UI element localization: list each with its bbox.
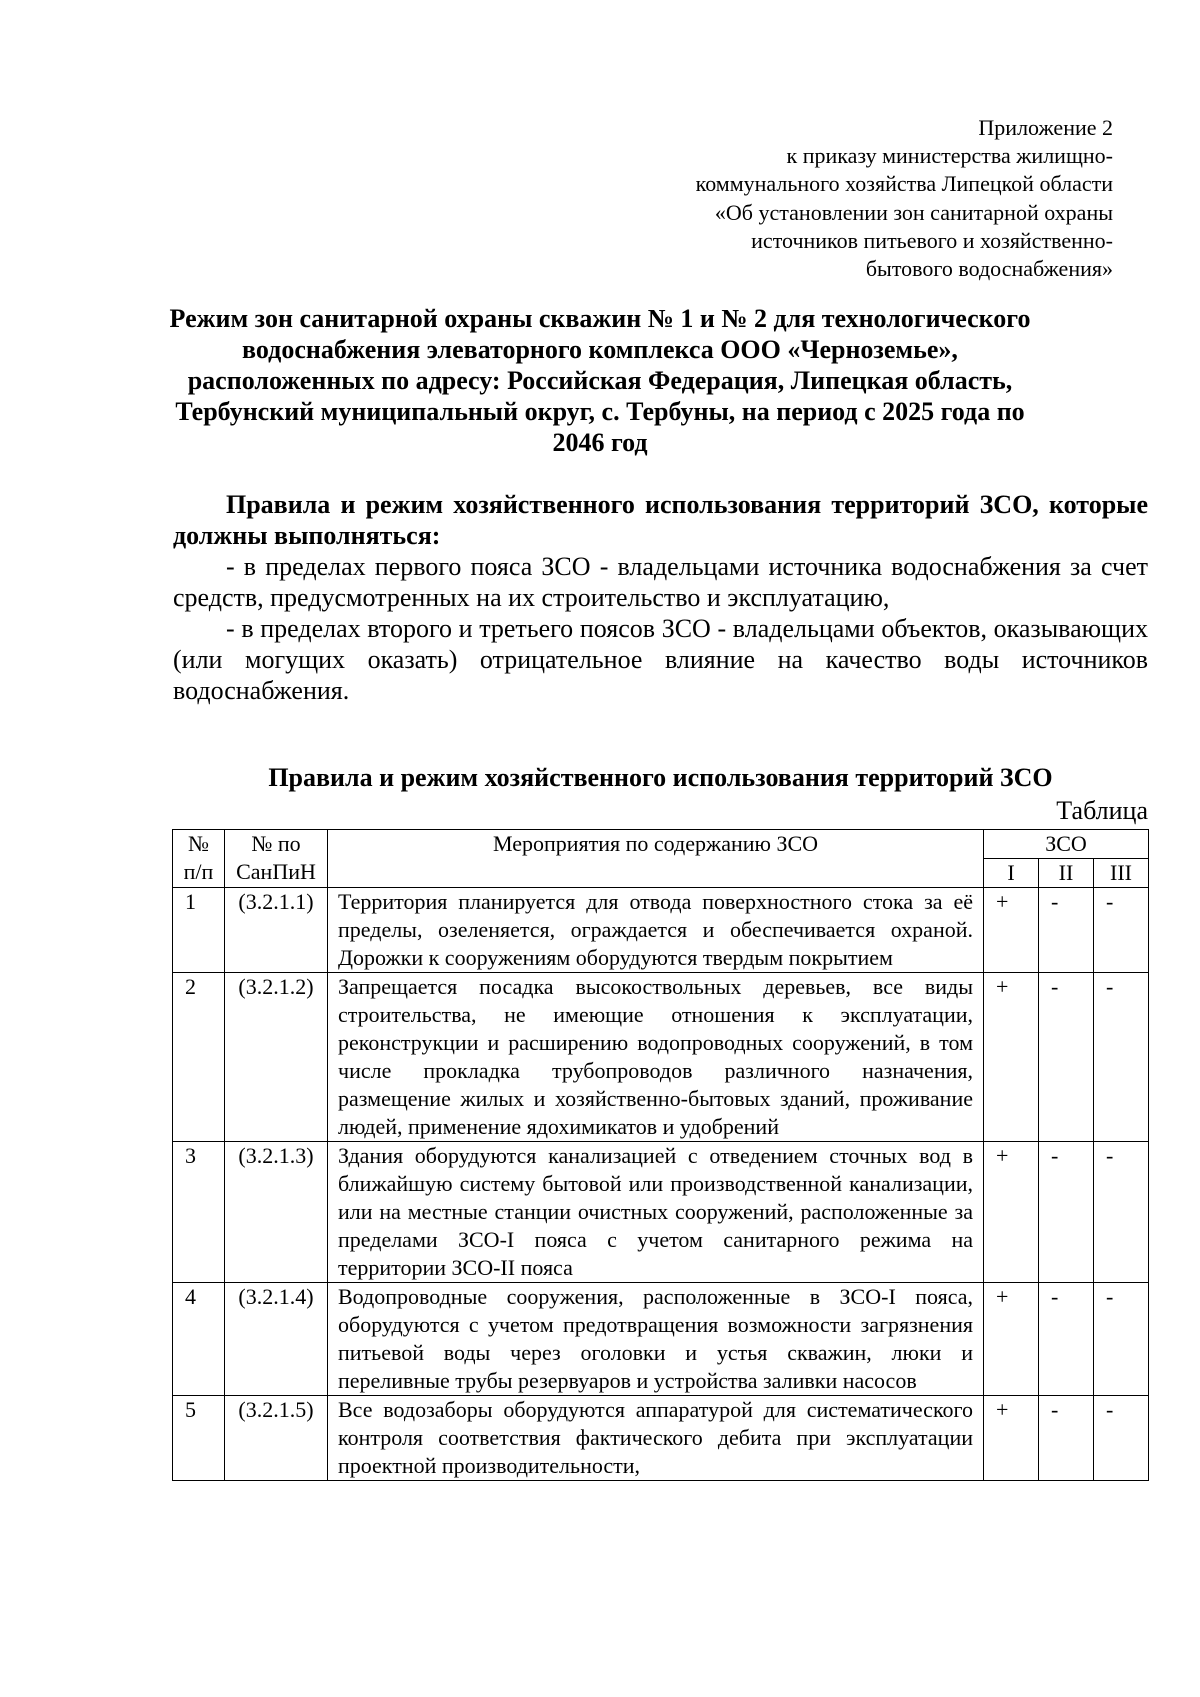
table-title: Правила и режим хозяйственного использования территорий ЗСО [268, 763, 1053, 792]
row-measure-text: Водопроводные сооружения, расположенные в ЗСО-I пояса, оборудуются с учетом предотвращения возможности загрязнения питьевой воды через оголовки и устья скважин, люки и переливные трубы резервуаров и устройства заливки насосов [328, 1283, 984, 1396]
row-zone-1: + [984, 1142, 1039, 1283]
table-caption: Таблица [1056, 796, 1148, 825]
row-zone-1: + [984, 1283, 1039, 1396]
row-zone-3: - [1094, 973, 1149, 1142]
header-num [173, 830, 225, 888]
appendix-line: к приказу министерства жилищно- [786, 143, 1113, 169]
title-line: Тербунский муниципальный округ, с. Тербуны, на период с 2025 года по [175, 397, 1025, 426]
rules-section [173, 489, 1148, 706]
appendix-line: источников питьевого и хозяйственно- [751, 227, 1113, 253]
rules-heading: Правила и режим хозяйственного использования территорий ЗСО, которые должны выполняться: [173, 490, 1148, 550]
header-num-line2: п/п [183, 859, 214, 884]
appendix-header [553, 114, 1113, 283]
row-zone-2: - [1039, 1396, 1094, 1481]
header-zone-3: III [1094, 859, 1149, 888]
title-line: водоснабжения элеваторного комплекса ООО «Черноземье», [242, 335, 958, 364]
appendix-line: коммунального хозяйства Липецкой области [695, 171, 1113, 197]
header-zone-2: II [1039, 859, 1094, 888]
row-zone-1: + [984, 1396, 1039, 1481]
row-sanpin: (3.2.1.3) [225, 1142, 328, 1283]
row-measure-text: Запрещается посадка высокоствольных деревьев, все виды строительства, не имеющие отношения к эксплуатации, реконструкции и расширению водопроводных сооружений, в том числе прокладка трубопроводов различного назначения, размещение жилых и хозяйственно-бытовых зданий, проживание людей, применение ядохимикатов и удобрений [328, 973, 984, 1142]
row-num: 5 [173, 1396, 225, 1481]
table-row [173, 1396, 1149, 1481]
header-sanpin-line2: СанПиН [236, 859, 316, 884]
header-num-line1: № [188, 831, 209, 856]
row-num: 3 [173, 1142, 225, 1283]
table-header-row [173, 830, 1149, 859]
row-measure-text: Здания оборудуются канализацией с отведением сточных вод в ближайшую систему бытовой или производственной канализации, или на местные станции очистных сооружений, расположенные за пределами ЗСО-I пояса с учетом санитарного режима на территории ЗСО-II пояса [328, 1142, 984, 1283]
row-zone-2: - [1039, 1283, 1094, 1396]
row-num: 1 [173, 888, 225, 973]
row-sanpin: (3.2.1.2) [225, 973, 328, 1142]
row-measure-text: Территория планируется для отвода поверхностного стока за её пределы, озеленяется, ограждается и обеспечивается охраной. Дорожки к сооружениям оборудуются твердым покрытием [328, 888, 984, 973]
table-row [173, 888, 1149, 973]
header-zso: ЗСО [984, 830, 1149, 859]
title-line: Режим зон санитарной охраны скважин № 1 и № 2 для технологического [169, 304, 1031, 333]
rules-item-second-third-zone: - в пределах второго и третьего поясов ЗСО - владельцами объектов, оказывающих (или могущих оказать) отрицательное влияние на качество воды источников водоснабжения. [173, 614, 1148, 705]
document-title [150, 303, 1050, 458]
table-row [173, 973, 1149, 1142]
row-zone-1: + [984, 888, 1039, 973]
header-zone-1: I [984, 859, 1039, 888]
row-zone-3: - [1094, 1142, 1149, 1283]
row-num: 4 [173, 1283, 225, 1396]
row-sanpin: (3.2.1.4) [225, 1283, 328, 1396]
row-zone-2: - [1039, 1142, 1094, 1283]
row-num: 2 [173, 973, 225, 1142]
title-line: расположенных по адресу: Российская Федерация, Липецкая область, [187, 366, 1013, 395]
appendix-line: Приложение 2 [978, 115, 1113, 140]
header-sanpin-line1: № по [251, 831, 301, 856]
row-zone-3: - [1094, 1396, 1149, 1481]
table-row [173, 1283, 1149, 1396]
table-row [173, 1142, 1149, 1283]
header-measures: Мероприятия по содержанию ЗСО [328, 830, 984, 888]
row-sanpin: (3.2.1.1) [225, 888, 328, 973]
row-measure-text: Все водозаборы оборудуются аппаратурой для систематического контроля соответствия фактического дебита при эксплуатации проектной производительности, [328, 1396, 984, 1481]
zso-rules-table [172, 829, 1149, 1481]
row-zone-3: - [1094, 888, 1149, 973]
row-sanpin: (3.2.1.5) [225, 1396, 328, 1481]
row-zone-2: - [1039, 973, 1094, 1142]
header-sanpin [225, 830, 328, 888]
title-line: 2046 год [552, 428, 648, 457]
rules-item-first-zone: - в пределах первого пояса ЗСО - владельцами источника водоснабжения за счет средств, предусмотренных на их строительство и эксплуатацию, [173, 552, 1148, 612]
row-zone-2: - [1039, 888, 1094, 973]
row-zone-3: - [1094, 1283, 1149, 1396]
appendix-line: бытового водоснабжения» [865, 256, 1113, 282]
row-zone-1: + [984, 973, 1039, 1142]
appendix-line: «Об установлении зон санитарной охраны [714, 199, 1113, 225]
